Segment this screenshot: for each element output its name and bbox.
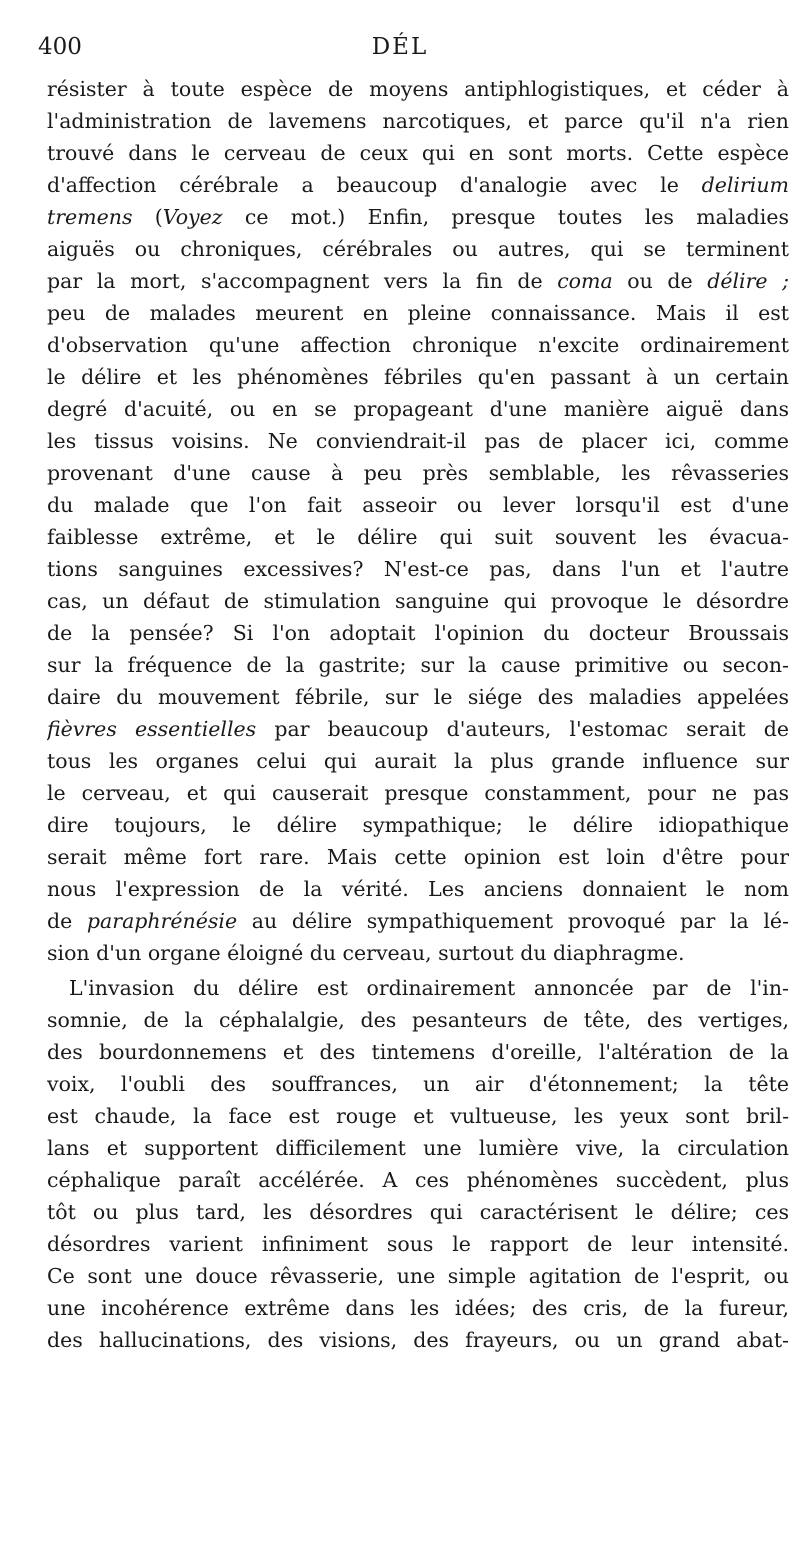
text-line: [47, 329, 789, 361]
text-line: [47, 873, 789, 905]
text-line: [47, 73, 789, 105]
text-segment: céphalique paraît accélérée. A ces phénomènes succèdent, plus: [47, 1168, 789, 1192]
text-segment: d'affection cérébrale a beaucoup d'analogie avec le: [47, 173, 702, 197]
text-line: [47, 233, 789, 265]
text-segment: voix, l'oubli des souffrances, un air d'étonnement; la tête: [47, 1072, 789, 1096]
text-line: [47, 425, 789, 457]
text-segment: le délire et les phénomènes fébriles qu'en passant à un certain: [47, 365, 789, 389]
text-line: [47, 1260, 789, 1292]
text-segment: faiblesse extrême, et le délire qui suit souvent les évacua-: [47, 525, 789, 549]
text-line: [47, 1196, 789, 1228]
text-segment: trouvé dans le cerveau de ceux qui en sont morts. Cette espèce: [47, 141, 789, 165]
text-segment: peu de malades meurent en pleine connaissance. Mais il est: [47, 301, 789, 325]
text-line: [47, 1100, 789, 1132]
text-segment: nous l'expression de la vérité. Les anciens donnaient le nom: [47, 877, 789, 901]
italic-text: coma: [557, 269, 613, 293]
text-segment: dire toujours, le délire sympathique; le délire idiopathique: [47, 813, 789, 837]
text-line: [47, 713, 789, 745]
text-line: [47, 1004, 789, 1036]
text-line: [47, 201, 789, 233]
text-line: [47, 1292, 789, 1324]
text-segment: les tissus voisins. Ne conviendrait-il pas de placer ici, comme: [47, 429, 789, 453]
text-line: [47, 137, 789, 169]
text-segment: sion d'un organe éloigné du cerveau, surtout du diaphragme.: [47, 941, 685, 965]
paragraph: [47, 972, 789, 1356]
text-line: [47, 105, 789, 137]
text-segment: est chaude, la face est rouge et vultueuse, les yeux sont bril-: [47, 1104, 789, 1128]
text-segment: du malade que l'on fait asseoir ou lever lorsqu'il est d'une: [47, 493, 789, 517]
text-line: [47, 809, 789, 841]
text-line: [47, 681, 789, 713]
text-line: [47, 1164, 789, 1196]
text-segment: aiguës ou chroniques, cérébrales ou autres, qui se terminent: [47, 237, 789, 261]
text-line: [47, 521, 789, 553]
text-segment: L'invasion du délire est ordinairement annoncée par de l'in-: [69, 976, 789, 1000]
text-segment: tous les organes celui qui aurait la plus grande influence sur: [47, 749, 789, 773]
text-segment: par la mort, s'accompagnent vers la fin de: [47, 269, 558, 293]
text-segment: de: [47, 909, 87, 933]
text-segment: ou de: [612, 269, 708, 293]
text-line: [47, 553, 789, 585]
text-segment: lans et supportent difficilement une lumière vive, la circulation: [47, 1136, 789, 1160]
text-line: [47, 937, 789, 969]
text-line: [47, 841, 789, 873]
text-line: [47, 649, 789, 681]
text-line: [47, 361, 789, 393]
paragraph: [47, 73, 789, 969]
text-line: [47, 297, 789, 329]
text-line: [47, 169, 789, 201]
text-line: [47, 489, 789, 521]
text-segment: des bourdonnemens et des tintemens d'oreille, l'altération de la: [47, 1040, 789, 1064]
text-line: [47, 1068, 789, 1100]
text-line: [47, 905, 789, 937]
italic-text: fièvres essentielles: [47, 717, 257, 741]
text-segment: désordres varient infiniment sous le rapport de leur intensité.: [47, 1232, 789, 1256]
text-segment: de la pensée? Si l'on adoptait l'opinion du docteur Broussais: [47, 621, 789, 645]
text-line: [47, 1132, 789, 1164]
text-segment: le cerveau, et qui causerait presque constamment, pour ne pas: [47, 781, 789, 805]
text-line: [47, 1324, 789, 1356]
text-segment: tions sanguines excessives? N'est-ce pas, dans l'un et l'autre: [47, 557, 789, 581]
text-segment: cas, un défaut de stimulation sanguine qui provoque le désordre: [47, 589, 789, 613]
page-header: [0, 34, 800, 64]
text-segment: une incohérence extrême dans les idées; des cris, de la fureur,: [47, 1296, 789, 1320]
italic-text: Voyez: [162, 205, 223, 229]
italic-text: delirium: [701, 173, 789, 197]
text-line: [47, 745, 789, 777]
body-text: [47, 73, 789, 1356]
text-line: [47, 1036, 789, 1068]
text-segment: résister à toute espèce de moyens antiphlogistiques, et céder à: [47, 77, 789, 101]
text-segment: des hallucinations, des visions, des frayeurs, ou un grand abat-: [47, 1328, 789, 1352]
text-line: [47, 585, 789, 617]
text-segment: serait même fort rare. Mais cette opinion est loin d'être pour: [47, 845, 789, 869]
text-segment: somnie, de la céphalalgie, des pesanteurs de tête, des vertiges,: [47, 1008, 789, 1032]
running-head: DÉL: [371, 34, 429, 60]
text-segment: Ce sont une douce rêvasserie, une simple agitation de l'esprit, ou: [47, 1264, 789, 1288]
text-segment: par beaucoup d'auteurs, l'estomac serait de: [256, 717, 789, 741]
text-line: [47, 457, 789, 489]
page-number: 400: [38, 34, 82, 60]
text-line: [47, 1228, 789, 1260]
text-line: [47, 265, 789, 297]
text-segment: (: [132, 205, 163, 229]
text-segment: tôt ou plus tard, les désordres qui caractérisent le délire; ces: [47, 1200, 789, 1224]
text-line: [47, 617, 789, 649]
text-line: [47, 393, 789, 425]
text-segment: degré d'acuité, ou en se propageant d'une manière aiguë dans: [47, 397, 789, 421]
text-line: [47, 777, 789, 809]
text-segment: ce mot.) Enfin, presque toutes les maladies: [222, 205, 789, 229]
italic-text: délire ;: [707, 269, 789, 293]
text-segment: provenant d'une cause à peu près semblable, les rêvasseries: [47, 461, 789, 485]
text-segment: d'observation qu'une affection chronique n'excite ordinairement: [47, 333, 789, 357]
text-segment: daire du mouvement fébrile, sur le siége des maladies appelées: [47, 685, 789, 709]
italic-text: tremens: [47, 205, 133, 229]
text-line: [47, 972, 789, 1004]
italic-text: paraphrénésie: [86, 909, 238, 933]
text-segment: l'administration de lavemens narcotiques, et parce qu'il n'a rien: [47, 109, 789, 133]
text-segment: au délire sympathiquement provoqué par la lé-: [237, 909, 789, 933]
text-segment: sur la fréquence de la gastrite; sur la cause primitive ou secon-: [47, 653, 789, 677]
